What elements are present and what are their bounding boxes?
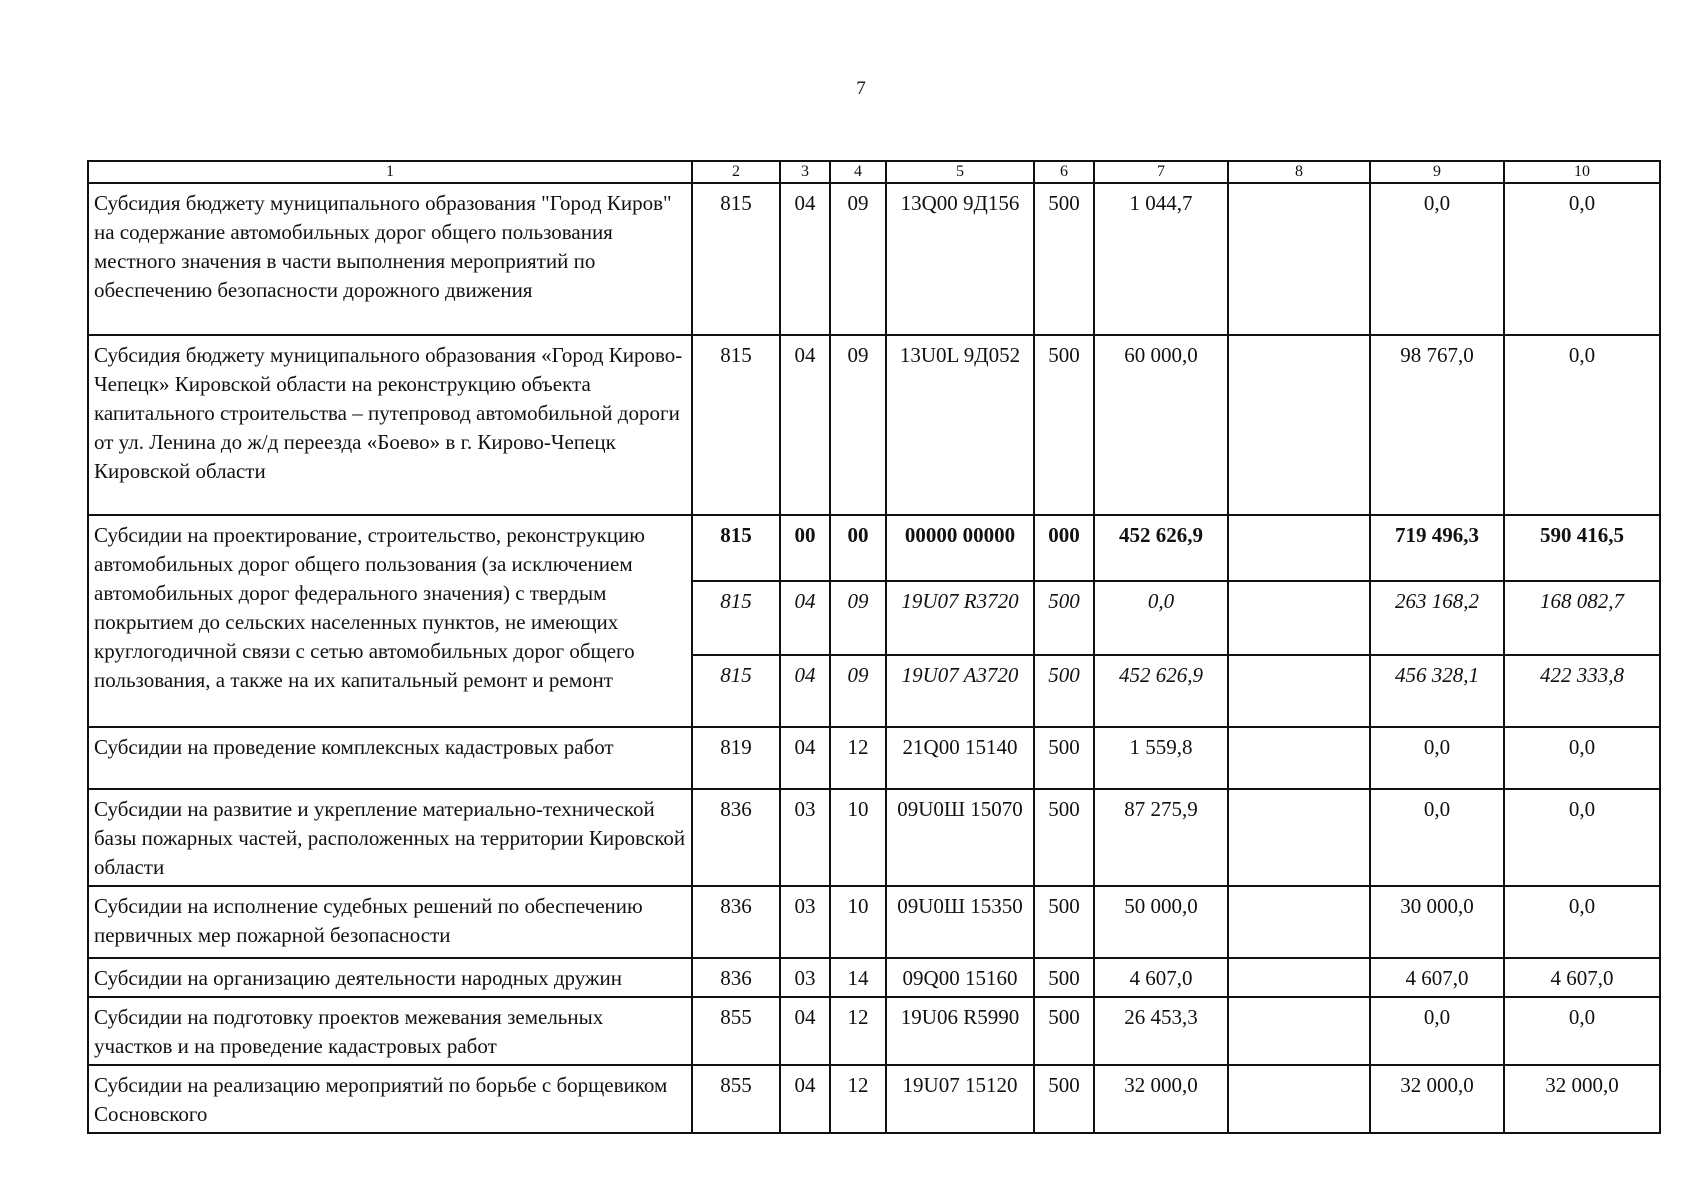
cell-col5: 09U0Ш 15350 [886, 886, 1034, 958]
cell-col9: 0,0 [1370, 997, 1504, 1065]
row-name: Субсидии на проведение комплексных кадастровых работ [88, 727, 692, 789]
cell-col2: 815 [692, 655, 780, 727]
cell-col6: 500 [1034, 1065, 1094, 1133]
cell-col4: 09 [830, 655, 886, 727]
table-row [88, 727, 1660, 789]
cell-col7: 4 607,0 [1094, 958, 1228, 997]
column-number-header-row [88, 161, 1660, 183]
cell-col8 [1228, 1065, 1370, 1133]
cell-col5: 19U07 A3720 [886, 655, 1034, 727]
cell-col6: 500 [1034, 183, 1094, 335]
cell-col8 [1228, 335, 1370, 515]
row-name: Субсидии на организацию деятельности народных дружин [88, 958, 692, 997]
cell-col3: 04 [780, 1065, 830, 1133]
row-name: Субсидии на развитие и укрепление материально-технической базы пожарных частей, расположенных на территории Кировской области [88, 789, 692, 886]
row-name: Субсидия бюджету муниципального образования «Город Кирово-Чепецк» Кировской области на реконструкцию объекта капитального строительства – путепровод автомобильной дороги от ул. Ленина до ж/д переезда «Боево» в г. Кирово-Чепецк Кировской области [88, 335, 692, 515]
cell-col6: 500 [1034, 997, 1094, 1065]
column-header-5: 5 [886, 161, 1034, 183]
cell-col4: 12 [830, 1065, 886, 1133]
cell-col3: 04 [780, 335, 830, 515]
cell-col7: 50 000,0 [1094, 886, 1228, 958]
cell-col5: 21Q00 15140 [886, 727, 1034, 789]
table-row [88, 335, 1660, 515]
column-header-10: 10 [1504, 161, 1660, 183]
cell-col2: 815 [692, 335, 780, 515]
cell-col6: 000 [1034, 515, 1094, 581]
row-name: Субсидии на проектирование, строительство, реконструкцию автомобильных дорог общего пользования (за исключением автомобильных дорог федерального значения) с твердым покрытием до сельских населенных пунктов, не имеющих круглогодичной связи с сетью автомобильных дорог общего пользования, а также на их капитальный ремонт и ремонт [88, 515, 692, 727]
column-header-9: 9 [1370, 161, 1504, 183]
table-row-total [88, 515, 1660, 581]
cell-col5: 13U0L 9Д052 [886, 335, 1034, 515]
cell-col2: 815 [692, 183, 780, 335]
cell-col4: 10 [830, 886, 886, 958]
row-name: Субсидия бюджету муниципального образования "Город Киров" на содержание автомобильных дорог общего пользования местного значения в части выполнения мероприятий по обеспечению безопасности дорожного движения [88, 183, 692, 335]
cell-col8 [1228, 997, 1370, 1065]
cell-col3: 04 [780, 727, 830, 789]
cell-col4: 09 [830, 581, 886, 655]
cell-col10: 0,0 [1504, 727, 1660, 789]
cell-col5: 09Q00 15160 [886, 958, 1034, 997]
column-header-3: 3 [780, 161, 830, 183]
cell-col2: 815 [692, 515, 780, 581]
cell-col9: 0,0 [1370, 789, 1504, 886]
row-name: Субсидии на реализацию мероприятий по борьбе с борщевиком Сосновского [88, 1065, 692, 1133]
cell-col4: 09 [830, 183, 886, 335]
cell-col8 [1228, 655, 1370, 727]
cell-col7: 87 275,9 [1094, 789, 1228, 886]
cell-col9: 719 496,3 [1370, 515, 1504, 581]
cell-col4: 09 [830, 335, 886, 515]
cell-col10: 0,0 [1504, 335, 1660, 515]
cell-col7: 0,0 [1094, 581, 1228, 655]
cell-col6: 500 [1034, 886, 1094, 958]
cell-col6: 500 [1034, 789, 1094, 886]
cell-col6: 500 [1034, 958, 1094, 997]
cell-col3: 04 [780, 997, 830, 1065]
cell-col9: 456 328,1 [1370, 655, 1504, 727]
cell-col5: 00000 00000 [886, 515, 1034, 581]
cell-col9: 32 000,0 [1370, 1065, 1504, 1133]
table-row [88, 183, 1660, 335]
cell-col8 [1228, 958, 1370, 997]
column-header-8: 8 [1228, 161, 1370, 183]
cell-col8 [1228, 515, 1370, 581]
cell-col5: 09U0Ш 15070 [886, 789, 1034, 886]
cell-col2: 855 [692, 997, 780, 1065]
column-header-6: 6 [1034, 161, 1094, 183]
cell-col10: 590 416,5 [1504, 515, 1660, 581]
cell-col3: 04 [780, 183, 830, 335]
cell-col7: 26 453,3 [1094, 997, 1228, 1065]
cell-col6: 500 [1034, 335, 1094, 515]
cell-col6: 500 [1034, 655, 1094, 727]
cell-col10: 0,0 [1504, 183, 1660, 335]
column-header-4: 4 [830, 161, 886, 183]
cell-col4: 12 [830, 997, 886, 1065]
cell-col10: 0,0 [1504, 886, 1660, 958]
cell-col4: 10 [830, 789, 886, 886]
cell-col9: 0,0 [1370, 727, 1504, 789]
cell-col2: 836 [692, 958, 780, 997]
cell-col8 [1228, 183, 1370, 335]
row-name: Субсидии на подготовку проектов межевания земельных участков и на проведение кадастровых работ [88, 997, 692, 1065]
cell-col5: 19U07 15120 [886, 1065, 1034, 1133]
cell-col6: 500 [1034, 727, 1094, 789]
cell-col10: 32 000,0 [1504, 1065, 1660, 1133]
cell-col3: 03 [780, 958, 830, 997]
table-row [88, 789, 1660, 886]
cell-col6: 500 [1034, 581, 1094, 655]
cell-col8 [1228, 581, 1370, 655]
cell-col10: 0,0 [1504, 997, 1660, 1065]
table-row [88, 997, 1660, 1065]
cell-col5: 19U06 R5990 [886, 997, 1034, 1065]
cell-col3: 03 [780, 886, 830, 958]
cell-col4: 12 [830, 727, 886, 789]
cell-col9: 4 607,0 [1370, 958, 1504, 997]
cell-col8 [1228, 789, 1370, 886]
budget-table [87, 160, 1661, 1134]
cell-col2: 836 [692, 789, 780, 886]
cell-col2: 815 [692, 581, 780, 655]
cell-col10: 4 607,0 [1504, 958, 1660, 997]
column-header-7: 7 [1094, 161, 1228, 183]
cell-col4: 14 [830, 958, 886, 997]
cell-col2: 819 [692, 727, 780, 789]
cell-col8 [1228, 886, 1370, 958]
cell-col7: 60 000,0 [1094, 335, 1228, 515]
cell-col7: 1 559,8 [1094, 727, 1228, 789]
cell-col7: 32 000,0 [1094, 1065, 1228, 1133]
page-number: 7 [856, 78, 866, 99]
cell-col7: 452 626,9 [1094, 515, 1228, 581]
column-header-2: 2 [692, 161, 780, 183]
table-row [88, 958, 1660, 997]
cell-col9: 30 000,0 [1370, 886, 1504, 958]
column-header-1: 1 [88, 161, 692, 183]
cell-col10: 422 333,8 [1504, 655, 1660, 727]
cell-col5: 13Q00 9Д156 [886, 183, 1034, 335]
cell-col7: 1 044,7 [1094, 183, 1228, 335]
row-name: Субсидии на исполнение судебных решений по обеспечению первичных мер пожарной безопасности [88, 886, 692, 958]
cell-col3: 04 [780, 655, 830, 727]
cell-col10: 168 082,7 [1504, 581, 1660, 655]
cell-col8 [1228, 727, 1370, 789]
cell-col9: 263 168,2 [1370, 581, 1504, 655]
cell-col9: 0,0 [1370, 183, 1504, 335]
cell-col4: 00 [830, 515, 886, 581]
cell-col9: 98 767,0 [1370, 335, 1504, 515]
cell-col7: 452 626,9 [1094, 655, 1228, 727]
cell-col5: 19U07 R3720 [886, 581, 1034, 655]
cell-col3: 04 [780, 581, 830, 655]
cell-col2: 836 [692, 886, 780, 958]
cell-col3: 00 [780, 515, 830, 581]
table-row [88, 886, 1660, 958]
cell-col10: 0,0 [1504, 789, 1660, 886]
table-row [88, 1065, 1660, 1133]
cell-col2: 855 [692, 1065, 780, 1133]
cell-col3: 03 [780, 789, 830, 886]
